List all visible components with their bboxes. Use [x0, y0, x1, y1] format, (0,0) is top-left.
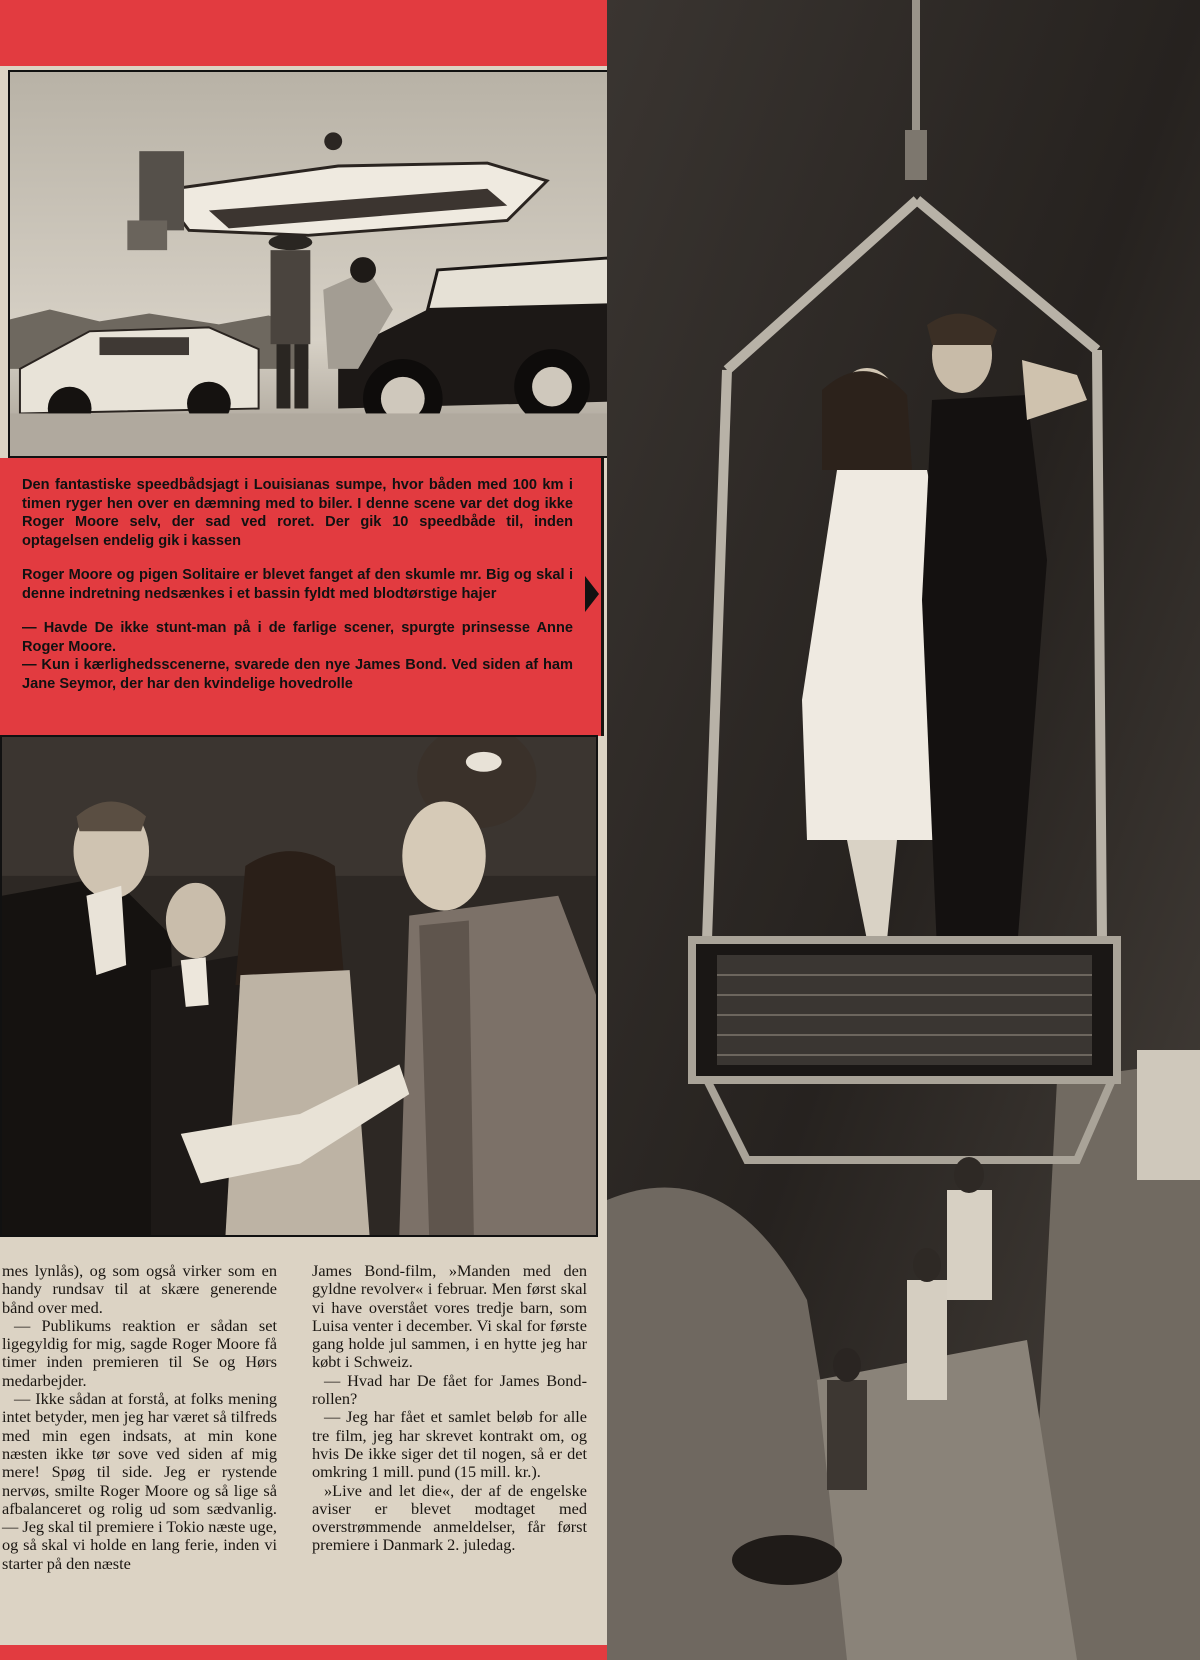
article-paragraph: — Hvad har De fået for James Bond-rollen? — [312, 1370, 587, 1409]
article-paragraph: — Publikums reaktion er sådan set ligegyldig for mig, sagde Roger Moore få timer inden premieren til Se og Hørs medarbejder. — [2, 1315, 277, 1390]
caption-premiere-answer: — Kun i kærlighedsscenerne, svarede den nye James Bond. Ved siden af ham Jane Seymor, der har den kvindelige hovedrolle — [22, 657, 573, 692]
article-column-right — [312, 1262, 587, 1555]
red-footer-strip — [0, 1645, 607, 1660]
photo-premiere-greeting — [0, 735, 598, 1237]
article-paragraph: James Bond-film, »Manden med den gyldne revolver« i februar. Men først skal vi have overstået vores tredje barn, som Luisa venter i december. Vi skal for første gang holde jul sammen, i en hytte jeg har købt i Schweiz. — [312, 1261, 587, 1372]
article-paragraph: — Ikke sådan at forstå, at folks mening intet betyder, men jeg har været så tilfreds med min egen indsats, at min kone næsten ikke tør sove ved siden af mig mere! Spøg til side. Jeg er rystende nervøs, smilte Roger Moore og så lige så afbalanceret og rolig ud som sædvanlig. — Jeg skal til premiere i Tokio næste uge, og så skal vi holde en lang ferie, inden vi starter på den næste — [2, 1389, 277, 1573]
red-header-block — [0, 0, 607, 66]
arrow-right-icon — [585, 576, 599, 612]
caption-cage-scene: Roger Moore og pigen Solitaire er blevet fanget af den skumle mr. Big og skal i denne indretning nedsænkes i et bassin fyldt med blodtørstige hajer — [22, 567, 573, 602]
caption-boat-chase: Den fantastiske speedbådsjagt i Louisianas sumpe, hvor båden med 100 km i timen ryger hen over en dæmning med to biler. I denne scene var det dog ikke Roger Moore selv, der sad ved roret. Der gik 10 speedbåde til, inden optagelsen endelig gik i kassen — [22, 477, 573, 549]
photo-shark-cage — [607, 0, 1200, 1660]
article-paragraph: — Jeg har fået et samlet beløb for alle tre film, jeg har skrevet kontrakt om, og hvis De ikke siger det til nogen, så er det omkring 1 mill. pund (15 mill. kr.). — [312, 1407, 587, 1482]
premiere-greeting-image — [2, 737, 596, 1235]
caption-premiere-question: — Havde De ikke stunt-man på i de farlige scener, spurgte prinsesse Anne Roger Moore. — [22, 620, 573, 655]
shark-cage-image — [607, 0, 1200, 1660]
caption-block — [0, 458, 604, 736]
article-paragraph: »Live and let die«, der af de engelske aviser er blevet modtaget med overstrømmende anmeldelser, får først premiere i Danmark 2. juledag. — [312, 1480, 587, 1555]
article-column-left — [2, 1262, 277, 1573]
article-paragraph: mes lynlås), og som også virker som en handy rundsav til at skære generende bånd over med. — [2, 1261, 277, 1317]
